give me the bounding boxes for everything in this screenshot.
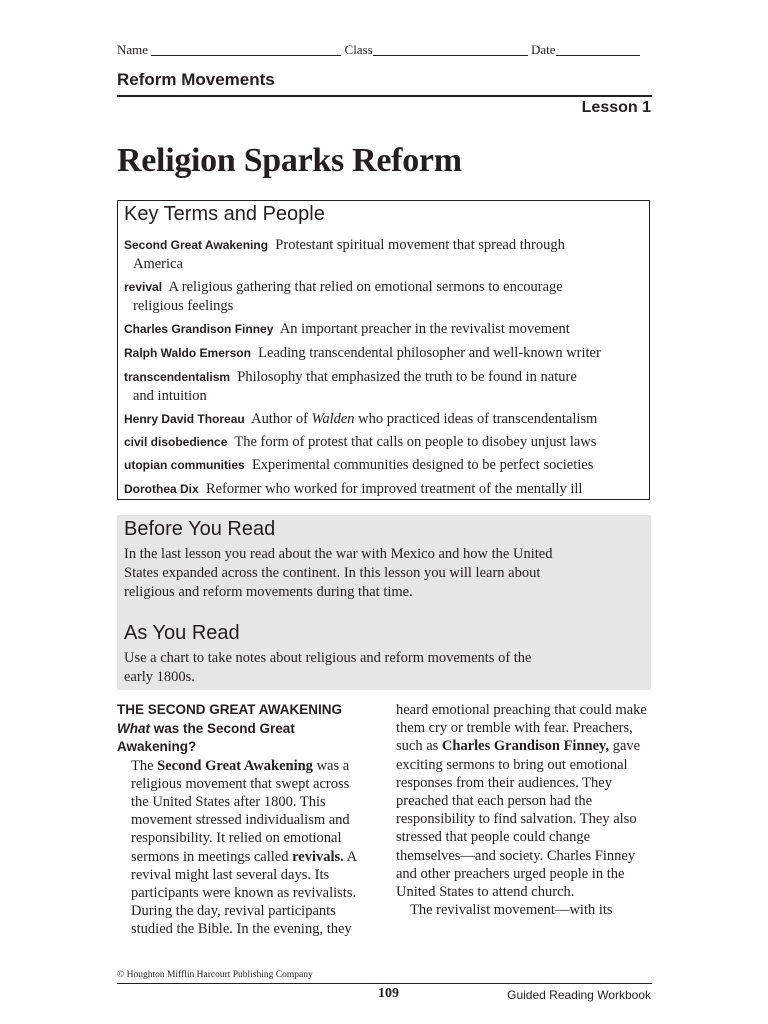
key-term: civil disobedience bbox=[124, 435, 228, 449]
key-term-item bbox=[124, 320, 640, 339]
term-charles-grandison-finney: Charles Grandison Finney, bbox=[441, 738, 610, 755]
key-term-definition-cont: and intuition bbox=[133, 388, 207, 404]
key-term-item bbox=[124, 433, 640, 452]
book-title: Walden bbox=[311, 411, 355, 427]
page-title: Religion Sparks Reform bbox=[117, 142, 462, 179]
right-column bbox=[396, 701, 654, 919]
key-term-definition: A religious gathering that relied on emotional sermons to encourage bbox=[168, 279, 563, 295]
key-term-definition-cont: religious feelings bbox=[133, 298, 234, 314]
before-you-read-heading: Before You Read bbox=[124, 518, 276, 540]
key-term-definition: Author of bbox=[251, 411, 308, 427]
workbook-title: Guided Reading Workbook bbox=[507, 988, 651, 1002]
key-term: utopian communities bbox=[124, 458, 245, 472]
unit-title: Reform Movements bbox=[117, 70, 275, 89]
class-blank bbox=[373, 43, 528, 56]
paragraph-text: A revival might last several days. Its participants were known as revivalists. During the day, revival participants studied the Bible. In the evening, they bbox=[131, 848, 357, 938]
paragraph-text: heard emotional preaching that could make them cry or tremble with fear. Preachers, such as bbox=[396, 702, 647, 755]
key-term-definition: An important preacher in the revivalist movement bbox=[279, 321, 570, 337]
paragraph-text: gave exciting sermons to bring out emotional responses from their audiences. They preached that each person had the responsibility to find salvation. They also stressed that people could change themselves—and society. Charles Finney and other preachers urged people in the United States to attend church. bbox=[396, 738, 641, 901]
paragraph-text: The bbox=[131, 757, 154, 774]
as-you-read-heading: As You Read bbox=[124, 622, 240, 644]
key-term: Charles Grandison Finney bbox=[124, 322, 274, 336]
date-label: Date bbox=[530, 42, 556, 57]
key-term-definition-rest: who practiced ideas of transcendentalism bbox=[358, 411, 598, 427]
key-term: revival bbox=[124, 280, 163, 294]
paragraph-2 bbox=[396, 701, 654, 901]
key-term-item bbox=[124, 236, 640, 274]
paragraph-text: was a religious movement that swept across the United States after 1800. This movement stressed individualism and responsibility. It relied on emotional sermons in meetings called bbox=[131, 757, 350, 865]
key-term: Ralph Waldo Emerson bbox=[124, 346, 251, 360]
date-blank bbox=[556, 43, 640, 56]
term-revivals: revivals. bbox=[292, 848, 344, 865]
left-column bbox=[117, 701, 367, 939]
footer-rule bbox=[117, 983, 652, 984]
key-term-definition-cont: America bbox=[133, 256, 183, 272]
question-text: was the Second Great Awakening? bbox=[117, 720, 295, 754]
term-second-great-awakening: Second Great Awakening bbox=[157, 757, 313, 774]
paragraph-1 bbox=[117, 757, 367, 939]
key-term-definition: Protestant spiritual movement that spread through bbox=[275, 237, 565, 253]
key-term-definition: Philosophy that emphasized the truth to be found in nature bbox=[237, 369, 577, 385]
key-term-item bbox=[124, 480, 640, 499]
name-blank bbox=[151, 43, 341, 56]
page-number: 109 bbox=[378, 986, 399, 1001]
key-term-definition: Experimental communities designed to be perfect societies bbox=[251, 457, 594, 473]
key-term-item bbox=[124, 456, 640, 475]
key-term-item bbox=[124, 344, 640, 363]
paragraph-3: The revivalist movement—with its bbox=[410, 902, 613, 919]
key-term-item bbox=[124, 368, 640, 406]
key-term: Henry David Thoreau bbox=[124, 412, 245, 426]
lesson-label: Lesson 1 bbox=[581, 99, 651, 116]
as-you-read-text: Use a chart to take notes about religious and reform movements of the early 1800s. bbox=[124, 650, 532, 685]
key-term: transcendentalism bbox=[124, 370, 231, 384]
key-term-item bbox=[124, 278, 640, 316]
question-word: What bbox=[117, 720, 150, 736]
key-term: Dorothea Dix bbox=[124, 482, 199, 496]
student-info-line bbox=[117, 42, 651, 58]
before-you-read-text: In the last lesson you read about the war with Mexico and how the United States expanded across the continent. In this lesson you will learn about religious and reform movements during that time. bbox=[124, 546, 553, 600]
key-term-item bbox=[124, 410, 640, 429]
header-rule bbox=[117, 95, 652, 97]
key-term-definition: Reformer who worked for improved treatment of the mentally ill bbox=[205, 481, 583, 497]
key-terms-heading: Key Terms and People bbox=[124, 203, 325, 225]
copyright: © Houghton Mifflin Harcourt Publishing Company bbox=[117, 970, 313, 980]
key-term-definition: Leading transcendental philosopher and well-known writer bbox=[258, 345, 601, 361]
section-question bbox=[117, 720, 367, 757]
name-label: Name bbox=[117, 42, 149, 57]
key-term: Second Great Awakening bbox=[124, 238, 269, 252]
section-heading: THE SECOND GREAT AWAKENING bbox=[117, 702, 343, 717]
key-term-definition: The form of protest that calls on people to disobey unjust laws bbox=[234, 434, 597, 450]
class-label: Class bbox=[344, 42, 373, 57]
